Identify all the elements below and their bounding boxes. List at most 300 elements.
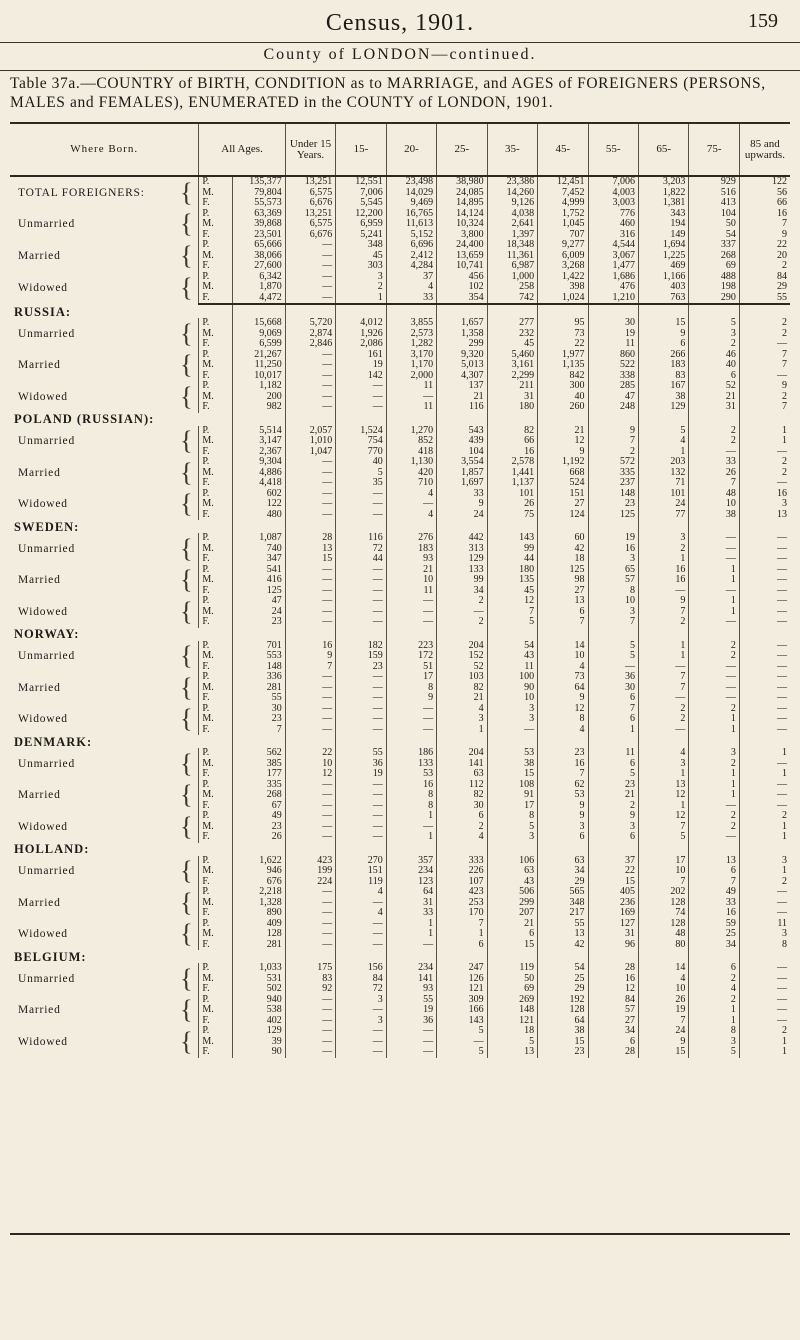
- age-cell: 73: [538, 672, 588, 683]
- age-cell: 26: [689, 468, 739, 479]
- age-cell: —: [285, 995, 335, 1006]
- sex-cell: P.: [199, 748, 233, 759]
- age-cell: 55: [386, 995, 436, 1006]
- sex-cell: P.: [199, 426, 233, 437]
- age-cell: 418: [386, 447, 436, 458]
- age-cell: —: [285, 282, 335, 293]
- age-cell: —: [285, 1047, 335, 1058]
- age-cell: 1,926: [336, 329, 386, 340]
- col-header-age: 45-: [538, 123, 588, 176]
- age-cell: 7: [739, 219, 790, 230]
- age-cell: 96: [588, 940, 638, 951]
- age-cell: 348: [538, 898, 588, 909]
- age-cell: 4,999: [538, 198, 588, 209]
- empty-cell: [739, 628, 790, 641]
- all-ages-cell: 27,600: [233, 261, 285, 272]
- age-cell: 1,010: [285, 436, 335, 447]
- age-cell: 73: [538, 329, 588, 340]
- condition-label: [10, 426, 199, 458]
- age-cell: 128: [638, 898, 688, 909]
- age-cell: 132: [638, 468, 688, 479]
- age-cell: 1: [336, 293, 386, 305]
- age-cell: 2: [739, 1026, 790, 1037]
- all-ages-cell: 23: [233, 714, 285, 725]
- sex-cell: P.: [199, 176, 233, 188]
- empty-cell: [638, 304, 688, 318]
- empty-cell: [336, 413, 386, 426]
- age-cell: 15: [588, 877, 638, 888]
- age-cell: —: [336, 714, 386, 725]
- age-cell: 9: [285, 651, 335, 662]
- age-cell: 3: [588, 607, 638, 618]
- age-cell: 1: [437, 725, 487, 736]
- age-cell: —: [739, 974, 790, 985]
- empty-cell: [538, 520, 588, 533]
- age-cell: 16: [638, 565, 688, 576]
- empty-cell: [638, 413, 688, 426]
- age-cell: 4: [538, 662, 588, 673]
- age-cell: 3: [336, 272, 386, 283]
- age-cell: 8: [386, 801, 436, 812]
- age-cell: 36: [588, 672, 638, 683]
- age-cell: 763: [638, 293, 688, 305]
- empty-cell: [336, 304, 386, 318]
- age-cell: 5,152: [386, 230, 436, 241]
- empty-cell: [538, 950, 588, 963]
- age-cell: 13: [538, 929, 588, 940]
- empty-cell: [386, 735, 436, 748]
- empty-cell: [739, 413, 790, 426]
- condition-label: [10, 596, 199, 628]
- age-cell: 3: [336, 1016, 386, 1027]
- age-cell: —: [739, 963, 790, 974]
- age-cell: 20: [739, 251, 790, 262]
- age-cell: 357: [386, 856, 436, 867]
- age-cell: 7: [689, 877, 739, 888]
- age-cell: 38: [538, 1026, 588, 1037]
- empty-cell: [487, 843, 537, 856]
- age-cell: 23,498: [386, 176, 436, 188]
- age-cell: 1: [437, 929, 487, 940]
- condition-label: [10, 811, 199, 843]
- age-cell: 2: [638, 704, 688, 715]
- age-cell: —: [739, 533, 790, 544]
- age-cell: 8: [739, 940, 790, 951]
- age-cell: 7: [538, 769, 588, 780]
- age-cell: 4: [538, 725, 588, 736]
- age-cell: —: [285, 1037, 335, 1048]
- age-cell: —: [285, 360, 335, 371]
- table-row: [10, 963, 790, 974]
- age-cell: 1: [638, 769, 688, 780]
- age-cell: 9: [588, 811, 638, 822]
- age-cell: —: [336, 607, 386, 618]
- age-cell: 11: [487, 662, 537, 673]
- age-cell: 4: [638, 436, 688, 447]
- age-cell: —: [285, 1016, 335, 1027]
- age-cell: —: [336, 489, 386, 500]
- age-cell: 1,270: [386, 426, 436, 437]
- sex-cell: P.: [199, 350, 233, 361]
- table-row: [10, 887, 790, 898]
- all-ages-cell: 480: [233, 510, 285, 521]
- age-cell: 72: [336, 544, 386, 555]
- sex-cell: M.: [199, 392, 233, 403]
- age-cell: —: [336, 693, 386, 704]
- age-cell: 15: [487, 940, 537, 951]
- age-cell: 10: [689, 499, 739, 510]
- age-cell: 266: [638, 350, 688, 361]
- age-cell: 142: [336, 371, 386, 382]
- brace-glyph: {: [180, 963, 194, 993]
- age-cell: 199: [285, 866, 335, 877]
- all-ages-cell: 148: [233, 662, 285, 673]
- sex-cell: P.: [199, 811, 233, 822]
- empty-cell: [386, 520, 436, 533]
- brace-glyph: {: [180, 533, 194, 563]
- age-cell: —: [739, 339, 790, 350]
- sex-cell: M.: [199, 898, 233, 909]
- age-cell: 1: [386, 919, 436, 930]
- age-cell: 1: [386, 811, 436, 822]
- age-cell: 1,381: [638, 198, 688, 209]
- col-header-age: 15-: [336, 123, 386, 176]
- age-cell: —: [285, 1005, 335, 1016]
- age-cell: 16: [588, 544, 638, 555]
- table-caption: Table 37a.—COUNTRY of BIRTH, CONDITION as to MARRIAGE, and AGES of FOREIGNERS (PERSONS, MALES and FEMALES), ENUMERATED in the COUNTY of LONDON, 1901.: [10, 75, 766, 111]
- age-cell: 1: [689, 725, 739, 736]
- all-ages-cell: 129: [233, 1026, 285, 1037]
- age-cell: 83: [638, 371, 688, 382]
- age-cell: —: [386, 1026, 436, 1037]
- sex-cell: M.: [199, 790, 233, 801]
- table-row: [10, 811, 790, 822]
- age-cell: 2: [689, 704, 739, 715]
- condition-label-text: Married: [18, 249, 61, 262]
- age-cell: 6: [437, 811, 487, 822]
- all-ages-cell: 49: [233, 811, 285, 822]
- sex-cell: M.: [199, 282, 233, 293]
- age-cell: 2: [437, 617, 487, 628]
- age-cell: —: [739, 984, 790, 995]
- age-cell: 55: [739, 293, 790, 305]
- age-cell: 2: [336, 282, 386, 293]
- sex-cell: F.: [199, 586, 233, 597]
- age-cell: 4: [638, 748, 688, 759]
- age-cell: 75: [487, 510, 537, 521]
- age-cell: —: [285, 919, 335, 930]
- age-cell: 277: [487, 318, 537, 329]
- all-ages-cell: 4,472: [233, 293, 285, 305]
- empty-cell: [689, 628, 739, 641]
- age-cell: 4,284: [386, 261, 436, 272]
- age-cell: 12: [538, 436, 588, 447]
- sex-cell: P.: [199, 704, 233, 715]
- age-cell: 13: [285, 544, 335, 555]
- age-cell: 2: [689, 641, 739, 652]
- sex-cell: P.: [199, 318, 233, 329]
- sex-cell: F.: [199, 261, 233, 272]
- age-cell: 7: [437, 919, 487, 930]
- age-cell: 127: [588, 919, 638, 930]
- age-cell: 129: [638, 402, 688, 413]
- age-cell: —: [739, 801, 790, 812]
- age-cell: 102: [437, 282, 487, 293]
- age-cell: 3,268: [538, 261, 588, 272]
- condition-label: [10, 272, 199, 305]
- age-cell: 180: [487, 402, 537, 413]
- empty-cell: [386, 304, 436, 318]
- age-cell: 3: [487, 704, 537, 715]
- condition-label: [10, 318, 199, 350]
- age-cell: 6: [588, 759, 638, 770]
- age-cell: 38: [638, 392, 688, 403]
- age-cell: —: [285, 725, 335, 736]
- sex-cell: P.: [199, 533, 233, 544]
- age-cell: 133: [386, 759, 436, 770]
- age-cell: 5: [437, 1026, 487, 1037]
- age-cell: 19: [588, 533, 638, 544]
- sex-cell: F.: [199, 693, 233, 704]
- table-body: [10, 176, 790, 1058]
- empty-cell: [588, 520, 638, 533]
- age-cell: 18,348: [487, 240, 537, 251]
- col-header-age: 25-: [437, 123, 487, 176]
- age-cell: —: [437, 607, 487, 618]
- all-ages-cell: 740: [233, 544, 285, 555]
- age-cell: —: [336, 801, 386, 812]
- age-cell: 8: [538, 714, 588, 725]
- empty-cell: [638, 628, 688, 641]
- sex-cell: M.: [199, 759, 233, 770]
- age-cell: 22: [588, 866, 638, 877]
- age-cell: 69: [689, 261, 739, 272]
- empty-cell: [233, 735, 285, 748]
- empty-cell: [487, 735, 537, 748]
- age-cell: 1: [386, 929, 436, 940]
- age-cell: 108: [487, 780, 537, 791]
- age-cell: 7: [689, 478, 739, 489]
- brace-glyph: {: [180, 489, 194, 519]
- age-cell: 2: [689, 995, 739, 1006]
- header-rule: [0, 42, 800, 43]
- age-cell: 13: [538, 596, 588, 607]
- age-cell: 124: [538, 510, 588, 521]
- age-cell: 2: [588, 447, 638, 458]
- age-cell: 2,412: [386, 251, 436, 262]
- age-cell: 37: [588, 856, 638, 867]
- all-ages-cell: 553: [233, 651, 285, 662]
- age-cell: 1: [739, 832, 790, 843]
- age-cell: —: [689, 617, 739, 628]
- age-cell: 348: [336, 240, 386, 251]
- age-cell: 103: [437, 672, 487, 683]
- age-cell: 198: [689, 282, 739, 293]
- empty-cell: [689, 413, 739, 426]
- age-cell: 1,977: [538, 350, 588, 361]
- all-ages-cell: 1,328: [233, 898, 285, 909]
- age-cell: 15: [487, 769, 537, 780]
- age-cell: 6: [588, 832, 638, 843]
- age-cell: 38: [689, 510, 739, 521]
- page-number: 159: [748, 10, 778, 32]
- brace-glyph: {: [180, 426, 194, 456]
- col-header-age: 65-: [638, 123, 688, 176]
- age-cell: 186: [386, 748, 436, 759]
- age-cell: —: [739, 672, 790, 683]
- condition-label-text: Widowed: [18, 713, 68, 726]
- condition-label: [10, 565, 199, 597]
- age-cell: 2: [739, 468, 790, 479]
- table-bottom-rule: [10, 1233, 790, 1235]
- age-cell: —: [285, 371, 335, 382]
- sex-cell: F.: [199, 1047, 233, 1058]
- age-cell: 16: [689, 908, 739, 919]
- age-cell: —: [386, 607, 436, 618]
- empty-cell: [689, 304, 739, 318]
- age-cell: 166: [437, 1005, 487, 1016]
- condition-label-text: Widowed: [18, 928, 68, 941]
- age-cell: —: [285, 596, 335, 607]
- all-ages-cell: 1,622: [233, 856, 285, 867]
- age-cell: 99: [437, 575, 487, 586]
- all-ages-cell: 65,666: [233, 240, 285, 251]
- age-cell: 5: [487, 822, 537, 833]
- age-cell: 2: [739, 457, 790, 468]
- age-cell: 21: [689, 392, 739, 403]
- age-cell: 1,697: [437, 478, 487, 489]
- age-cell: 9: [739, 381, 790, 392]
- condition-label-text: Unmarried: [18, 542, 76, 555]
- age-cell: —: [285, 672, 335, 683]
- section-heading-row: [10, 843, 790, 856]
- age-cell: 303: [336, 261, 386, 272]
- sex-cell: P.: [199, 489, 233, 500]
- age-cell: 9: [638, 329, 688, 340]
- age-cell: 1,166: [638, 272, 688, 283]
- age-cell: 5,720: [285, 318, 335, 329]
- section-heading-row: [10, 628, 790, 641]
- age-cell: 2: [689, 759, 739, 770]
- condition-label: [10, 887, 199, 919]
- age-cell: 1: [638, 651, 688, 662]
- age-cell: 1: [689, 575, 739, 586]
- age-cell: 7: [638, 672, 688, 683]
- age-cell: 4: [336, 887, 386, 898]
- age-cell: 53: [538, 790, 588, 801]
- section-title: POLAND (RUSSIAN):: [14, 412, 155, 426]
- age-cell: 2,874: [285, 329, 335, 340]
- all-ages-cell: 562: [233, 748, 285, 759]
- age-cell: —: [285, 607, 335, 618]
- age-cell: 2: [638, 714, 688, 725]
- age-cell: 23: [336, 662, 386, 673]
- age-cell: 28: [588, 963, 638, 974]
- age-cell: 23: [538, 748, 588, 759]
- age-cell: 337: [689, 240, 739, 251]
- sex-cell: F.: [199, 617, 233, 628]
- sex-cell: F.: [199, 940, 233, 951]
- age-cell: —: [739, 780, 790, 791]
- age-cell: 5: [638, 832, 688, 843]
- age-cell: 10: [386, 575, 436, 586]
- empty-cell: [233, 304, 285, 318]
- age-cell: —: [739, 586, 790, 597]
- sex-cell: F.: [199, 908, 233, 919]
- age-cell: 300: [538, 381, 588, 392]
- age-cell: 202: [638, 887, 688, 898]
- all-ages-cell: 90: [233, 1047, 285, 1058]
- age-cell: 2: [689, 974, 739, 985]
- empty-cell: [386, 628, 436, 641]
- age-cell: —: [739, 617, 790, 628]
- age-cell: 25: [689, 929, 739, 940]
- age-cell: —: [336, 672, 386, 683]
- all-ages-cell: 5,514: [233, 426, 285, 437]
- age-cell: 8: [689, 1026, 739, 1037]
- condition-label: [10, 856, 199, 888]
- sex-cell: F.: [199, 339, 233, 350]
- empty-cell: [487, 950, 537, 963]
- age-cell: 13: [638, 780, 688, 791]
- all-ages-cell: 416: [233, 575, 285, 586]
- age-cell: —: [739, 683, 790, 694]
- age-cell: 27: [588, 1016, 638, 1027]
- all-ages-cell: 541: [233, 565, 285, 576]
- age-cell: 3: [336, 995, 386, 1006]
- condition-label-text: TOTAL FOREIGNERS:: [18, 186, 145, 199]
- age-cell: 45: [487, 586, 537, 597]
- age-cell: 5: [336, 468, 386, 479]
- empty-cell: [336, 628, 386, 641]
- age-cell: 1,822: [638, 188, 688, 199]
- all-ages-cell: 1,087: [233, 533, 285, 544]
- brace-glyph: {: [180, 704, 194, 734]
- section-heading-row: [10, 735, 790, 748]
- age-cell: 413: [689, 198, 739, 209]
- age-cell: 5: [487, 1037, 537, 1048]
- age-cell: —: [336, 510, 386, 521]
- age-cell: 27: [538, 586, 588, 597]
- age-cell: 23: [588, 499, 638, 510]
- age-cell: 13: [739, 510, 790, 521]
- age-cell: 333: [437, 856, 487, 867]
- age-cell: 19: [638, 1005, 688, 1016]
- age-cell: 2,057: [285, 426, 335, 437]
- brace-glyph: {: [180, 381, 194, 411]
- sex-cell: M.: [199, 575, 233, 586]
- age-cell: 707: [538, 230, 588, 241]
- age-cell: 17: [638, 856, 688, 867]
- age-cell: 211: [487, 381, 537, 392]
- section-heading-row: [10, 304, 790, 318]
- age-cell: 14: [538, 641, 588, 652]
- col-header-age: 75-: [689, 123, 739, 176]
- age-cell: 133: [437, 565, 487, 576]
- table-row: [10, 533, 790, 544]
- condition-label-text: Unmarried: [18, 865, 76, 878]
- age-cell: 2: [739, 392, 790, 403]
- age-cell: 1,282: [386, 339, 436, 350]
- brace-glyph: {: [180, 177, 194, 207]
- age-cell: 516: [689, 188, 739, 199]
- empty-cell: [739, 843, 790, 856]
- age-cell: 14,029: [386, 188, 436, 199]
- age-cell: 148: [588, 489, 638, 500]
- sex-cell: P.: [199, 856, 233, 867]
- age-cell: 6: [487, 929, 537, 940]
- age-cell: 3,554: [437, 457, 487, 468]
